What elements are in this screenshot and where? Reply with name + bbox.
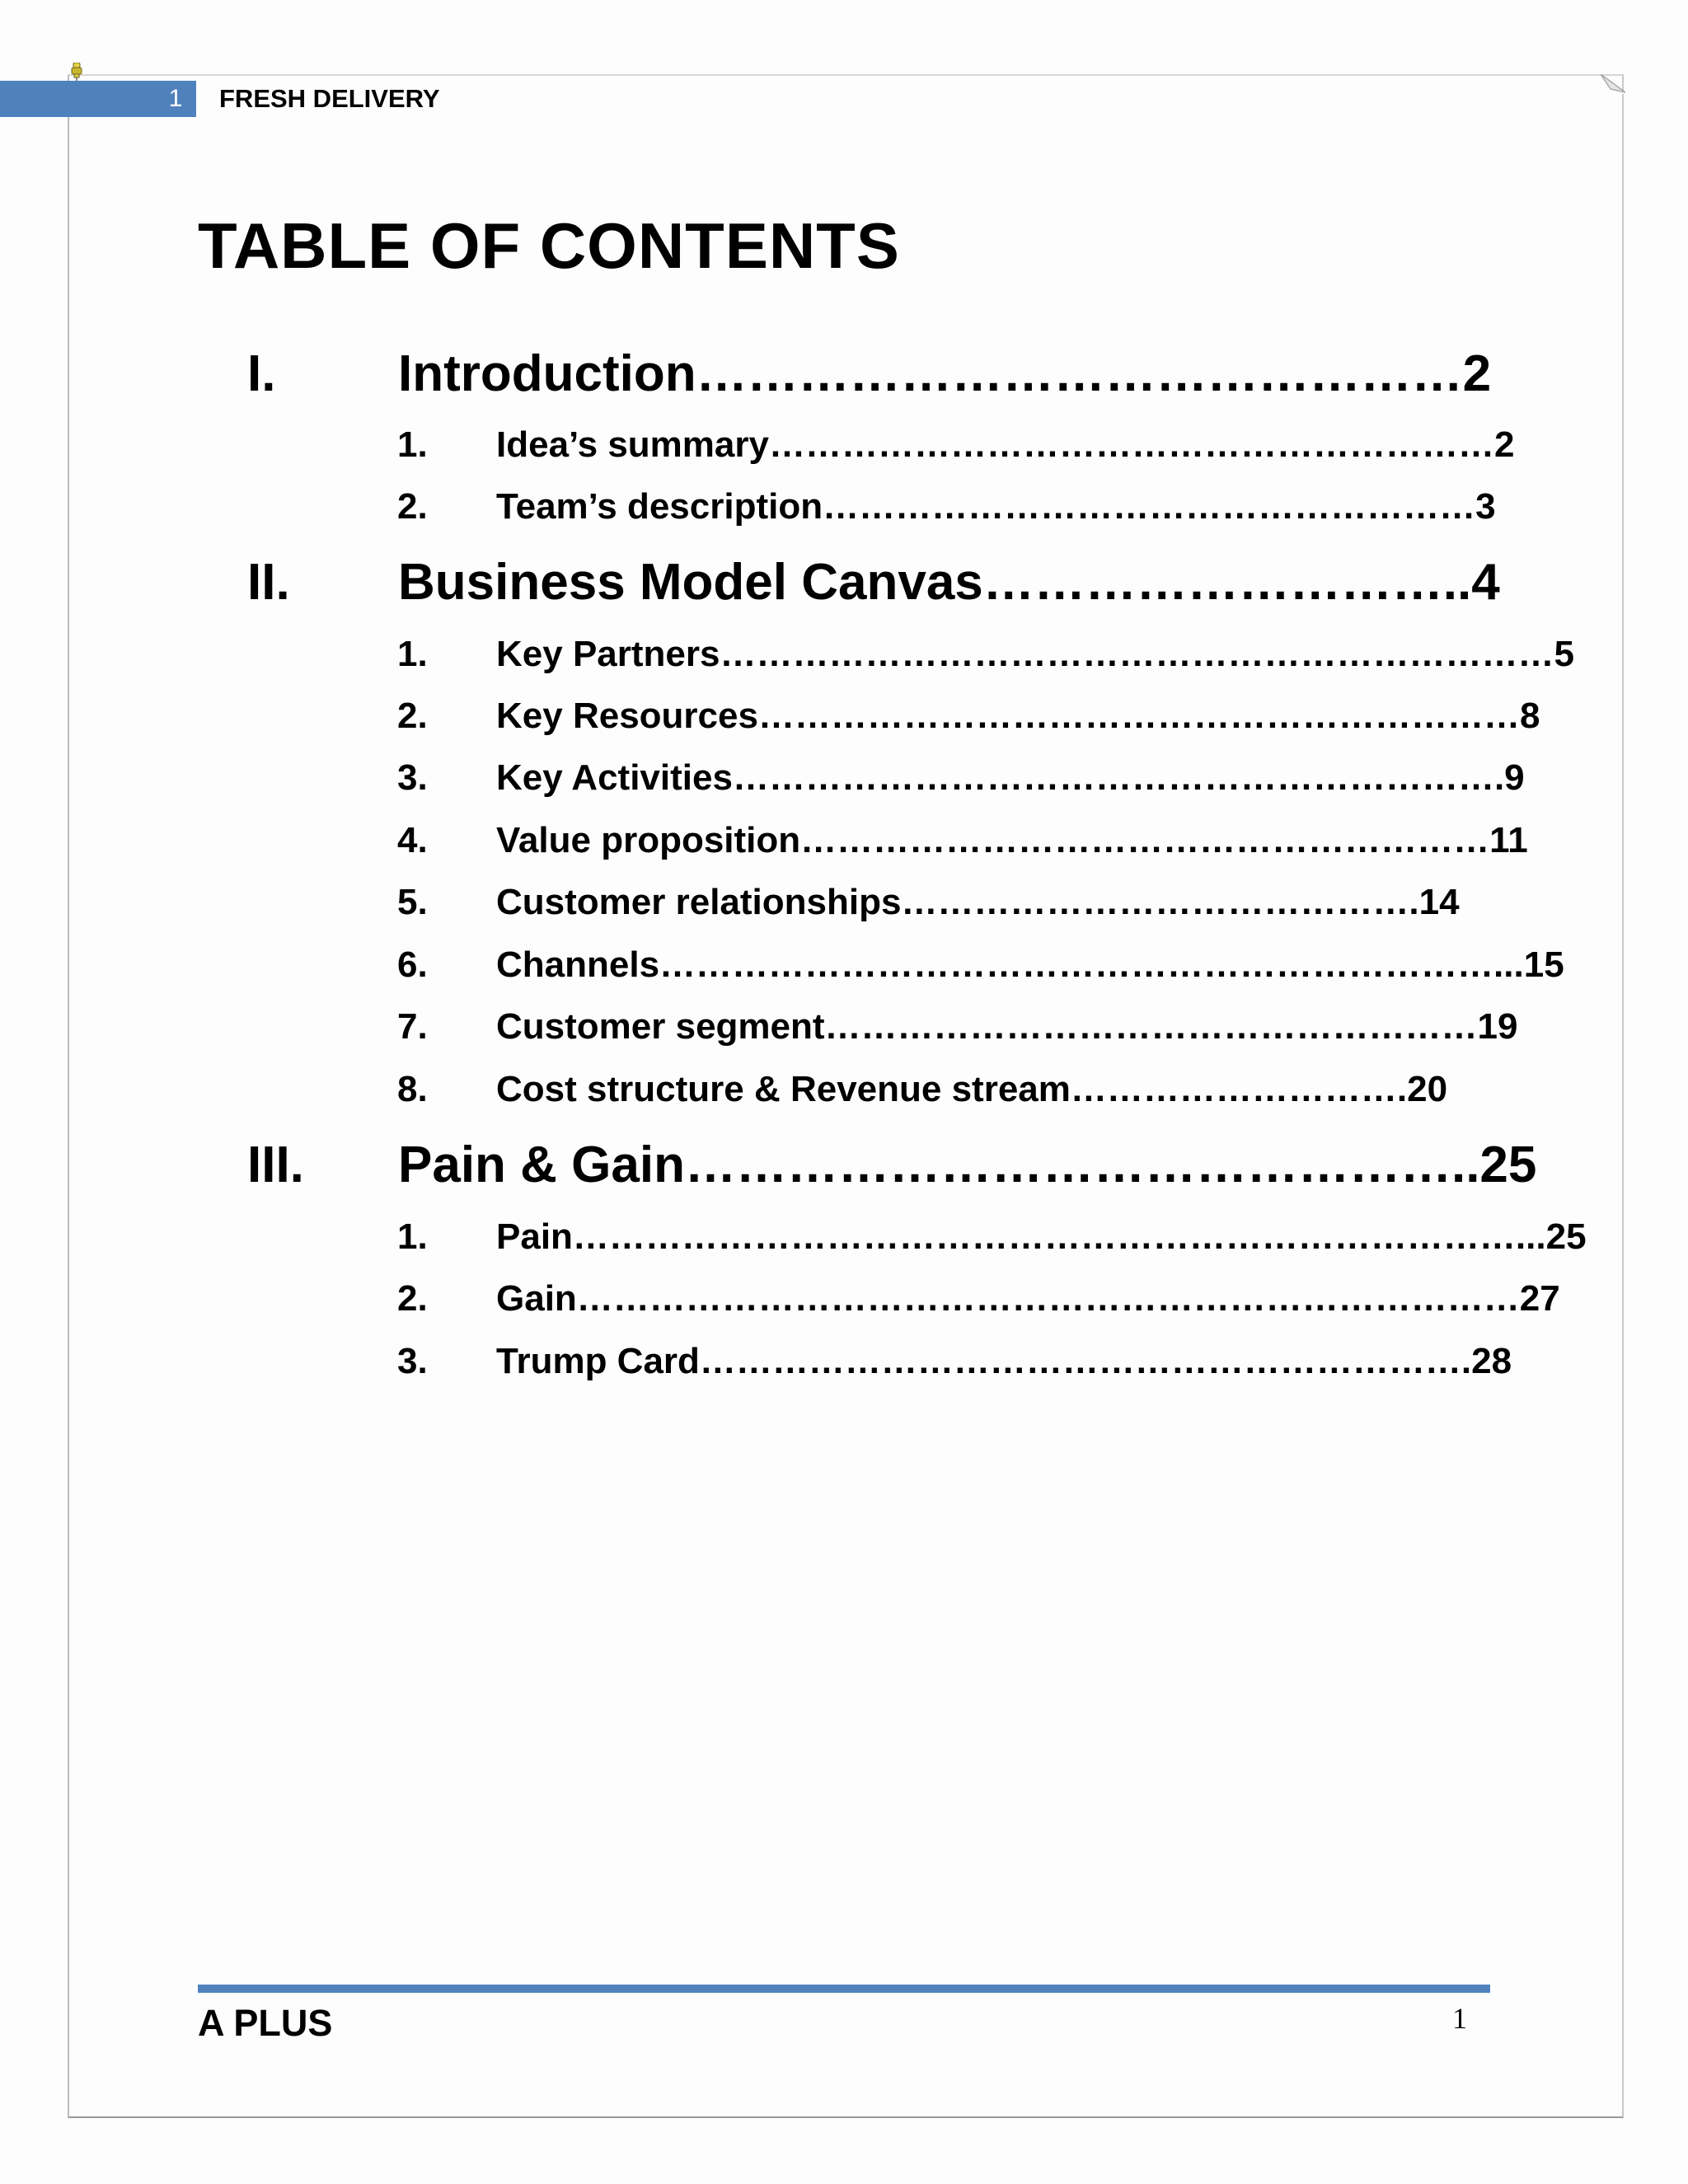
toc-item-label: Trump Card……………………………………………………….28	[496, 1341, 1512, 1381]
toc-item-label: Key Resources………………………………………………………8	[496, 696, 1540, 736]
toc-item-label: Cost structure & Revenue stream……………………….20	[496, 1069, 1448, 1109]
footer-page-number: 1	[1452, 2002, 1467, 2035]
header-title: FRESH DELIVERY	[219, 84, 440, 113]
toc-item-number: 6.	[397, 944, 428, 985]
toc-item-label: Team’s description………………………………………………3	[496, 486, 1496, 527]
toc-item-number: 2.	[397, 696, 428, 736]
toc-item-number: 4.	[397, 820, 428, 860]
toc-item-number: 1.	[397, 1216, 428, 1257]
toc-item-label: Pain……………………………………………………………………...25	[496, 1216, 1587, 1257]
toc-item-label: Customer segment………………………………………………19	[496, 1006, 1518, 1047]
toc-item-label: Customer relationships…………………………………….14	[496, 882, 1460, 922]
toc-item-label: Gain……………………………………………………………………27	[496, 1278, 1560, 1319]
toc-item-label: Channels……………………………………………………………...15	[496, 944, 1564, 985]
toc-item-number: 2.	[397, 1278, 428, 1319]
toc-item-number: 8.	[397, 1069, 428, 1109]
document-title: TABLE OF CONTENTS	[198, 209, 900, 282]
toc-item-label: Idea’s summary……………………………………………………2	[496, 424, 1515, 465]
toc-section-label: Pain & Gain………………………………………..25	[398, 1137, 1537, 1193]
toc-item-label: Key Activities……………………………………………………….9	[496, 757, 1525, 798]
toc-item-number: 2.	[397, 486, 428, 527]
page-curl-icon	[1601, 74, 1625, 94]
toc-section-number: II.	[247, 554, 290, 611]
toc-section-number: I.	[247, 345, 276, 402]
toc-item-number: 3.	[397, 757, 428, 798]
toc-section-label: Introduction………………………………………2	[398, 345, 1492, 402]
footer-rule	[198, 1985, 1490, 1993]
toc-item-number: 1.	[397, 424, 428, 465]
toc-item-number: 1.	[397, 634, 428, 674]
toc-item-label: Value proposition…………………………………………………11	[496, 820, 1528, 860]
toc-item-number: 3.	[397, 1341, 428, 1381]
header-page-number: 1	[168, 85, 183, 112]
toc-section-label: Business Model Canvas………………………..4	[398, 554, 1500, 611]
toc-item-number: 7.	[397, 1006, 428, 1047]
toc-section-number: III.	[247, 1137, 304, 1193]
toc-item-number: 5.	[397, 882, 428, 922]
footer-company-name: A PLUS	[198, 2002, 333, 2044]
toc-item-label: Key Partners……………………………………………………………5	[496, 634, 1574, 674]
